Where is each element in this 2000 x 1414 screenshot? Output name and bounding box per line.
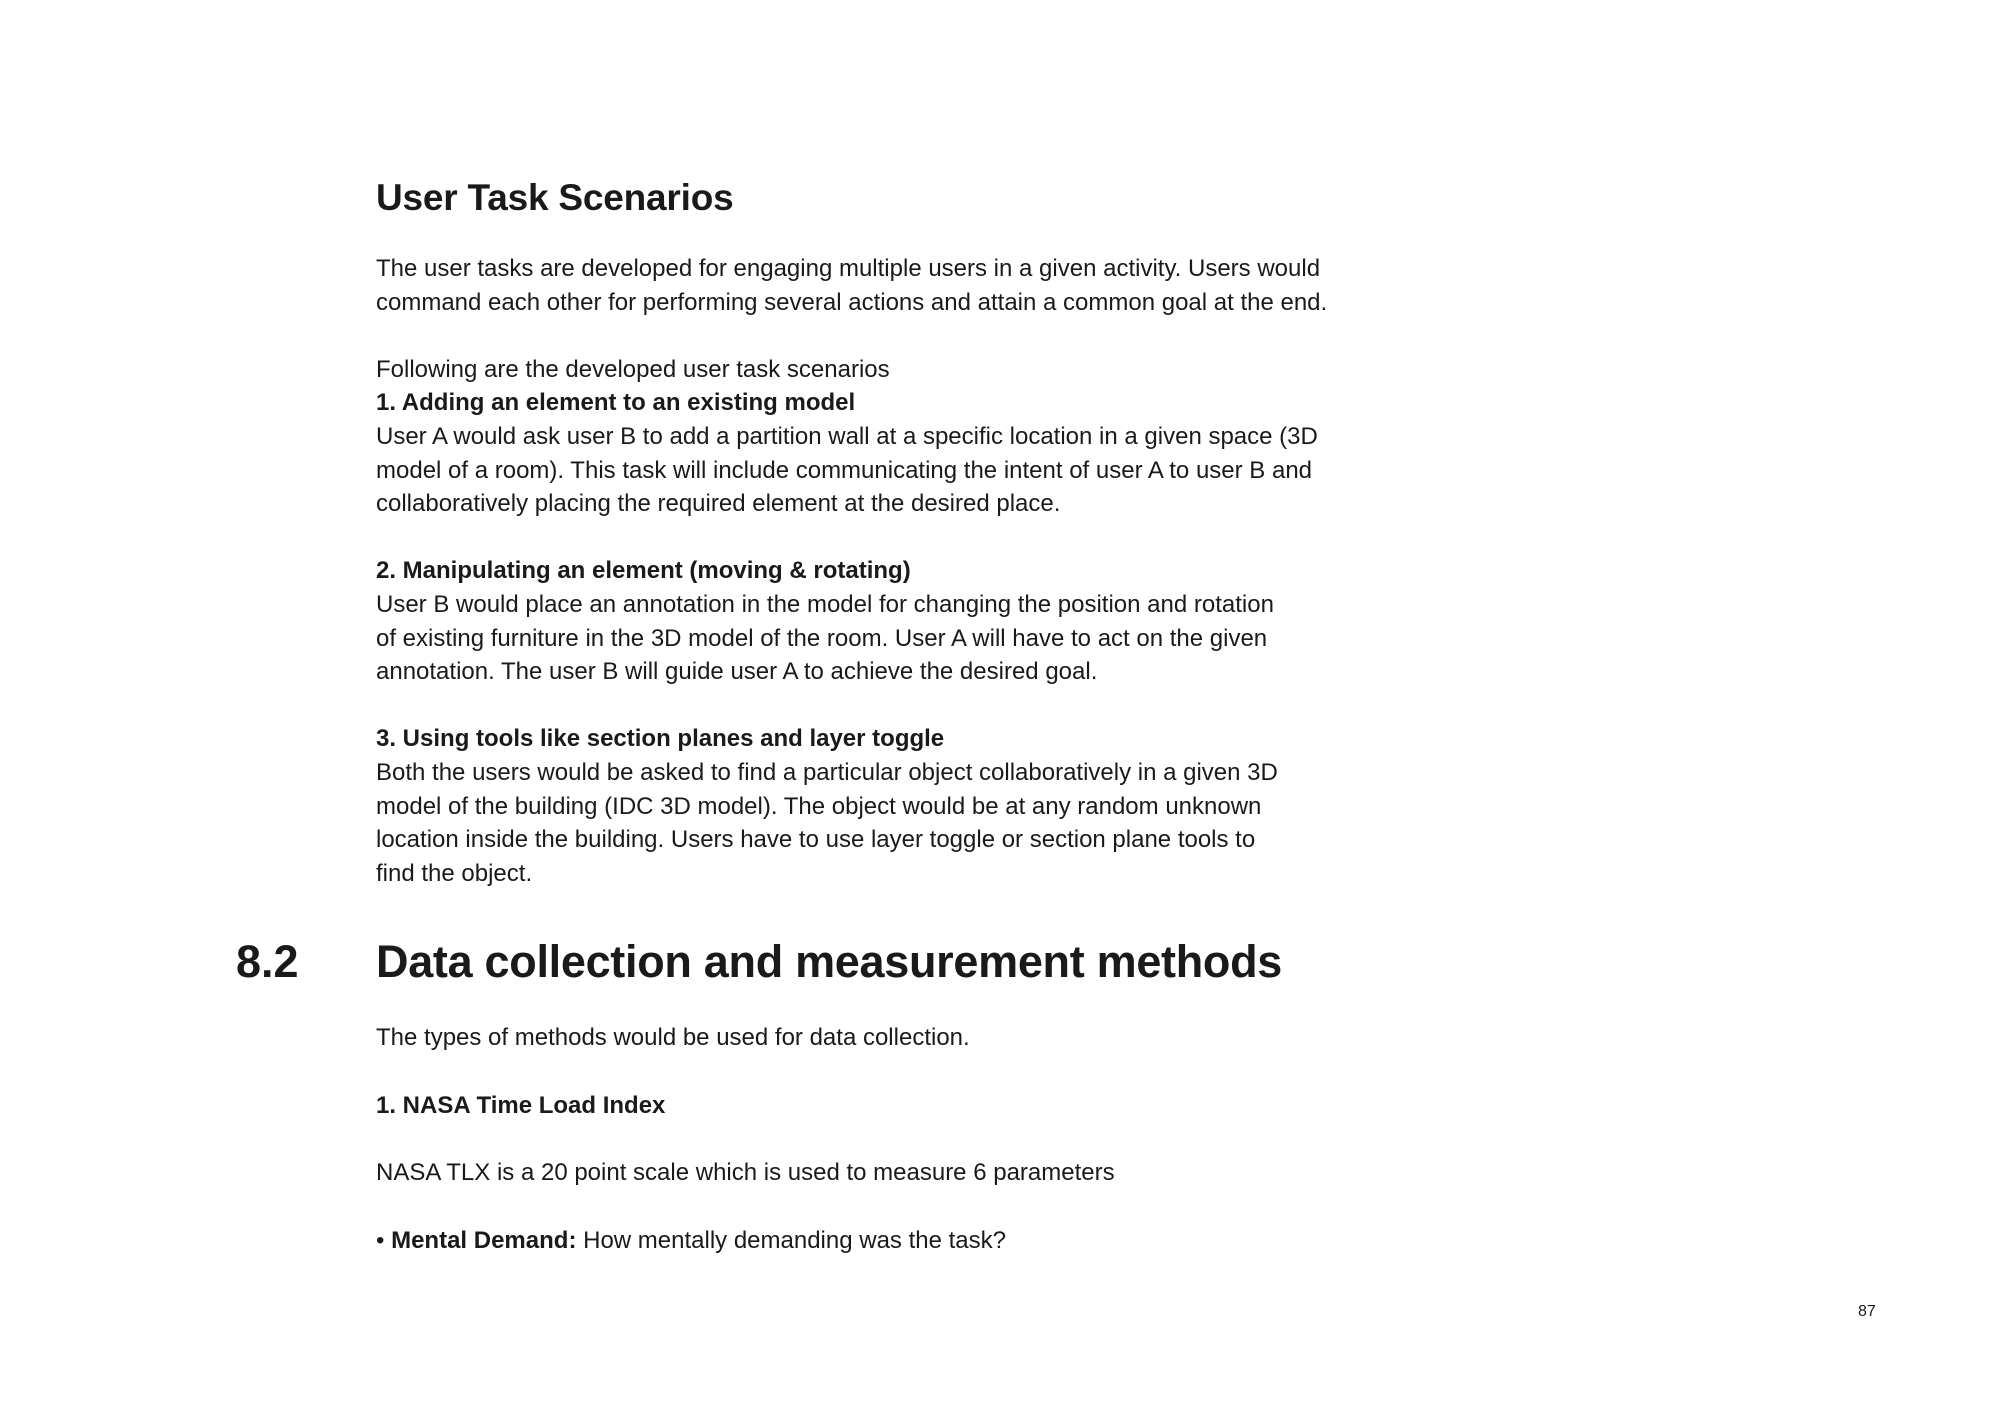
- task-2-line-2: of existing furniture in the 3D model of the room. User A will have to act on the given: [376, 624, 1268, 652]
- subsection-title: User Task Scenarios: [376, 177, 734, 218]
- task-1-line-3: collaboratively placing the required element at the desired place.: [376, 490, 1061, 518]
- task-1-line-2: model of a room). This task will include communicating the intent of user A to user B and: [376, 456, 1313, 484]
- task-2-line-1: User B would place an annotation in the model for changing the position and rotation: [376, 590, 1274, 618]
- section-title: Data collection and measurement methods: [376, 936, 1283, 987]
- task-2-line-3: annotation. The user B will guide user A to achieve the desired goal.: [376, 658, 1098, 686]
- task-3-line-1: Both the users would be asked to find a particular object collaboratively in a given 3D: [376, 758, 1278, 786]
- data-collection-block: [376, 1021, 1376, 1257]
- task-3-line-4: find the object.: [376, 859, 533, 887]
- bullet-marker: •: [376, 1226, 385, 1254]
- task-3-heading: 3. Using tools like section planes and layer toggle: [376, 725, 945, 753]
- task-1-line-1: User A would ask user B to add a partition wall at a specific location in a given space (3D: [376, 422, 1318, 450]
- scenarios-lead: Following are the developed user task scenarios: [376, 355, 890, 383]
- task-3-line-3: location inside the building. Users have to use layer toggle or section plane tools to: [376, 826, 1256, 854]
- bullet-item: [376, 1224, 1376, 1258]
- section-number: 8.2: [236, 936, 299, 987]
- bullet-label: Mental Demand:: [391, 1226, 577, 1254]
- method-heading: 1. NASA Time Load Index: [376, 1091, 666, 1119]
- intro-line-1: The user tasks are developed for engaging multiple users in a given activity. Users would: [376, 255, 1321, 282]
- section-intro: The types of methods would be used for data collection.: [376, 1024, 970, 1051]
- user-task-scenarios-block: [376, 170, 1376, 890]
- bullet-text: How mentally demanding was the task?: [583, 1226, 1006, 1254]
- intro-line-2: command each other for performing several actions and attain a common goal at the end.: [376, 288, 1328, 316]
- method-text: NASA TLX is a 20 point scale which is used to measure 6 parameters: [376, 1159, 1115, 1187]
- task-1-heading: 1. Adding an element to an existing model: [376, 389, 856, 417]
- task-3-line-2: model of the building (IDC 3D model). The object would be at any random unknown: [376, 792, 1262, 820]
- page-number: 87: [1858, 1303, 1876, 1320]
- task-2-heading: 2. Manipulating an element (moving & rotating): [376, 557, 911, 585]
